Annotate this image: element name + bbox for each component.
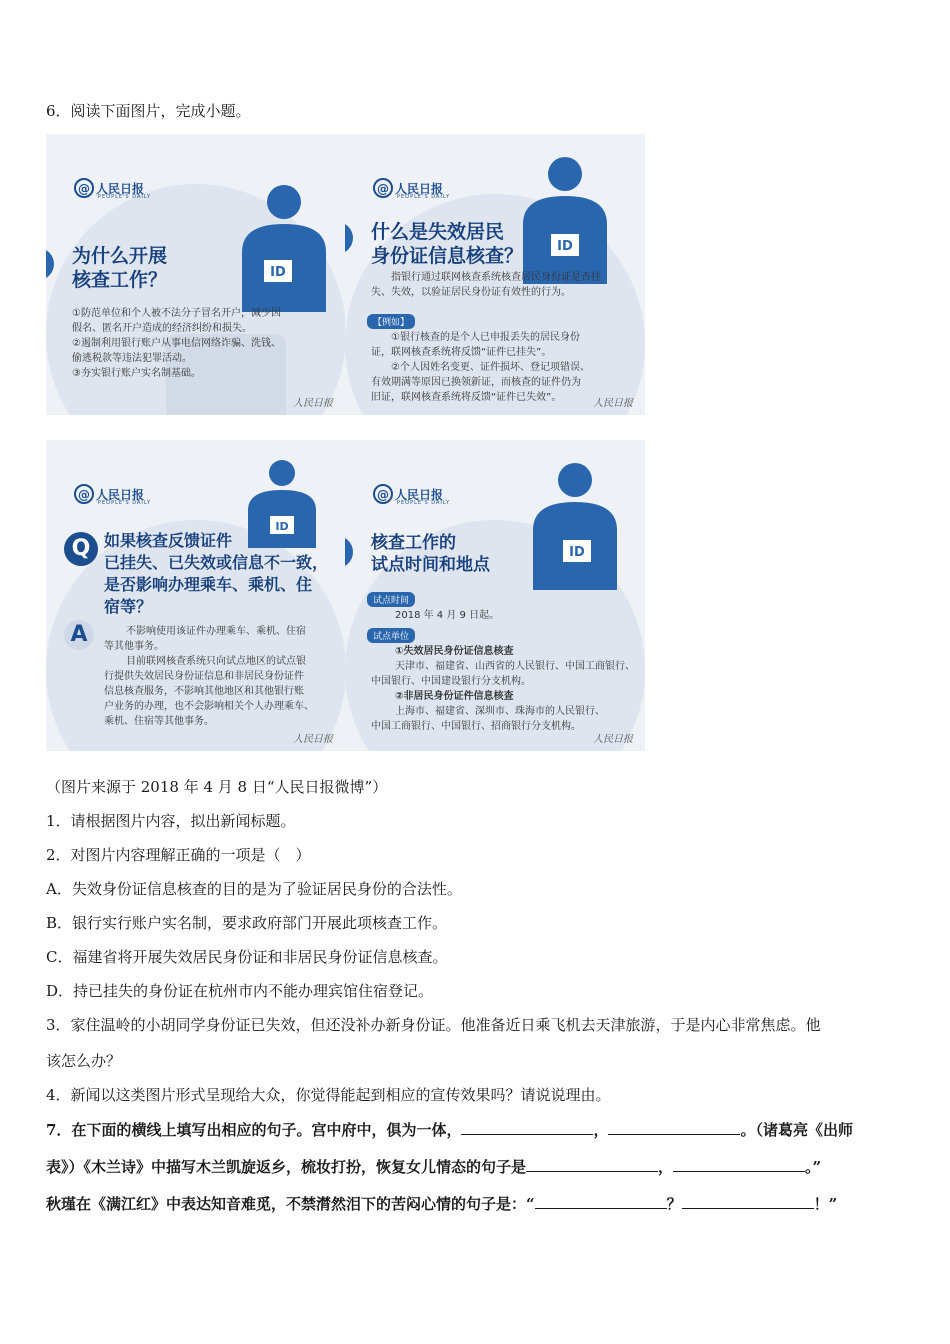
answer-blank[interactable]	[461, 1120, 593, 1135]
panel-1-title-line-2: 核查工作？	[72, 269, 168, 291]
person-id-icon	[525, 460, 625, 590]
panel-4-text-3: 中国银行、中国建设银行分支机构。	[371, 676, 531, 687]
panel-2-text-1: 指银行通过联网核查系统核查居民身份证是否挂	[391, 272, 601, 283]
panel-2-text-6: 有效期满等原因已换领新证，而核查的证件仍为	[371, 377, 581, 388]
question-7-line-3: 秋瑾在《满江红》中表达知音难觅，不禁潸然泪下的苦闷心情的句子是：“ ？ ！”	[46, 1195, 838, 1213]
signature: 人民日报	[293, 398, 333, 409]
panel-2-title-line-2: 身份证信息核查？	[371, 245, 524, 267]
panel-4-heading-1: ①失效居民身份证信息核查	[395, 646, 514, 657]
panel-1-text-5: ③夯实银行账户实名制基础。	[72, 368, 201, 379]
question-7-line-2: 表》）《木兰诗》中描写木兰凯旋返乡，梳妆打扮，恢复女儿情态的句子是 ， 。”	[46, 1158, 822, 1176]
title-marker-icon	[345, 218, 355, 258]
panel-1-text-3: ②遏制利用银行账户从事电信网络诈骗、洗钱、	[72, 338, 281, 349]
person-id-icon	[234, 182, 334, 312]
people-daily-logo: @ 人民日报 PEOPLE'S DAILY	[373, 484, 450, 506]
panel-1-text-1: ①防范单位和个人被不法分子冒名开户，减少因	[72, 308, 281, 319]
panel-3-title-line-2: 已挂失、已失效或信息不一致，	[104, 553, 329, 572]
answer-badge: A	[64, 620, 94, 650]
panel-1-title-line-1: 为什么开展	[72, 245, 168, 267]
panel-2-title-line-1: 什么是失效居民	[371, 221, 505, 243]
option-c: C．福建省将开展失效居民身份证和非居民身份证信息核查。	[46, 948, 448, 966]
sub-question-2: 2．对图片内容理解正确的一项是（ ）	[46, 846, 311, 864]
example-tag: 【例如】	[367, 314, 415, 329]
people-daily-logo: @ 人民日报 PEOPLE'S DAILY	[373, 178, 450, 200]
panel-3-title-line-1: 如果核查反馈证件	[104, 531, 233, 550]
panel-1-text-4: 偷逃税款等违法犯罪活动。	[72, 353, 192, 364]
answer-blank[interactable]	[535, 1194, 667, 1209]
trial-unit-tag: 试点单位	[367, 628, 415, 643]
panel-3-title-line-4: 宿等？	[104, 597, 153, 616]
sub-question-3-line-1: 3．家住温岭的小胡同学身份证已失效，但还没补办新身份证。他准备近日乘飞机去天津旅游，于是内心非常焦虑。他	[46, 1016, 821, 1034]
title-marker-icon	[345, 532, 355, 572]
id-card-label: ID	[275, 520, 289, 533]
panel-1-text-2: 假名、匿名开户造成的经济纠纷和损失。	[72, 323, 252, 334]
trial-time-tag: 试点时间	[367, 592, 415, 607]
people-daily-logo: @ 人民日报 PEOPLE'S DAILY	[74, 484, 151, 506]
signature: 人民日报	[293, 734, 333, 745]
panel-3-title-line-3: 是否影响办理乘车、乘机、住	[104, 575, 313, 594]
panel-2-text-3: ①银行核查的是个人已申报丢失的居民身份	[391, 332, 580, 343]
option-d: D．持已挂失的身份证在杭州市内不能办理宾馆住宿登记。	[46, 982, 434, 1000]
answer-blank[interactable]	[682, 1194, 814, 1209]
question-badge: Q	[64, 532, 98, 566]
title-marker-icon	[46, 244, 56, 284]
panel-4-title-line-2: 试点时间和地点	[371, 555, 490, 575]
panel-2-text-5: ②个人因姓名变更、证件损坏、登记项错误、	[391, 362, 590, 373]
panel-3-text-5: 信息核查服务，不影响其他地区和其他银行账	[104, 686, 304, 697]
panel-4-title-line-1: 核查工作的	[371, 533, 456, 553]
id-card-label: ID	[557, 239, 573, 254]
sub-question-1: 1．请根据图片内容，拟出新闻标题。	[46, 812, 296, 830]
signature: 人民日报	[593, 734, 633, 745]
person-id-icon	[515, 154, 615, 284]
person-id-icon	[242, 458, 322, 548]
sub-question-3-line-2: 该怎么办？	[46, 1052, 122, 1070]
infographic-panel-2	[345, 134, 645, 415]
option-a: A．失效身份证信息核查的目的是为了验证居民身份的合法性。	[46, 880, 462, 898]
infographic-panel-4	[345, 440, 645, 751]
panel-2-text-7: 旧证，联网核查系统将反馈“证件已失效”。	[371, 392, 562, 403]
panel-3-text-6: 户业务的办理，也不会影响相关个人办理乘车、	[104, 701, 314, 712]
question-7-line-1: 7．在下面的横线上填写出相应的句子。宫中府中，俱为一体， ， 。（诸葛亮《出师	[46, 1121, 853, 1139]
id-card-label: ID	[569, 545, 585, 560]
infographic-panel-1	[46, 134, 345, 415]
panel-3-text-7: 乘机、住宿等其他事务。	[104, 716, 214, 727]
answer-blank[interactable]	[673, 1157, 805, 1172]
image-source-note: （图片来源于 2018 年 4 月 8 日“人民日报微博”）	[46, 778, 388, 796]
panel-2-text-2: 失、失效，以验证居民身份证有效性的行为。	[371, 287, 571, 298]
answer-blank[interactable]	[526, 1157, 658, 1172]
panel-3-text-3: 目前联网核查系统只向试点地区的试点银	[126, 656, 306, 667]
panel-3-text-4: 行提供失效居民身份证信息和非居民身份证件	[104, 671, 304, 682]
panel-4-time-text: 2018 年 4 月 9 日起。	[395, 610, 500, 621]
panel-4-text-2: 天津市、福建省、山西省的人民银行、中国工商银行、	[395, 661, 635, 672]
sub-question-4: 4．新闻以这类图片形式呈现给大众，你觉得能起到相应的宣传效果吗？请说说理由。	[46, 1086, 611, 1104]
panel-4-text-4: 上海市、福建省、深圳市、珠海市的人民银行、	[395, 706, 605, 717]
panel-4-text-5: 中国工商银行、中国银行、招商银行分支机构。	[371, 721, 581, 732]
answer-blank[interactable]	[608, 1120, 740, 1135]
id-card-label: ID	[270, 265, 286, 280]
panel-3-text-1: 不影响使用该证件办理乘车、乘机、住宿	[126, 626, 306, 637]
option-b: B．银行实行账户实名制，要求政府部门开展此项核查工作。	[46, 914, 448, 932]
question-6-heading: 6．阅读下面图片，完成小题。	[46, 102, 251, 120]
infographic-panel-3	[46, 440, 345, 751]
panel-2-text-4: 证，联网核查系统将反馈“证件已挂失”。	[371, 347, 552, 358]
panel-3-text-2: 等其他事务。	[104, 641, 164, 652]
signature: 人民日报	[593, 398, 633, 409]
people-daily-logo: @ 人民日报 PEOPLE'S DAILY	[74, 178, 151, 200]
panel-4-heading-2: ②非居民身份证件信息核查	[395, 691, 514, 702]
